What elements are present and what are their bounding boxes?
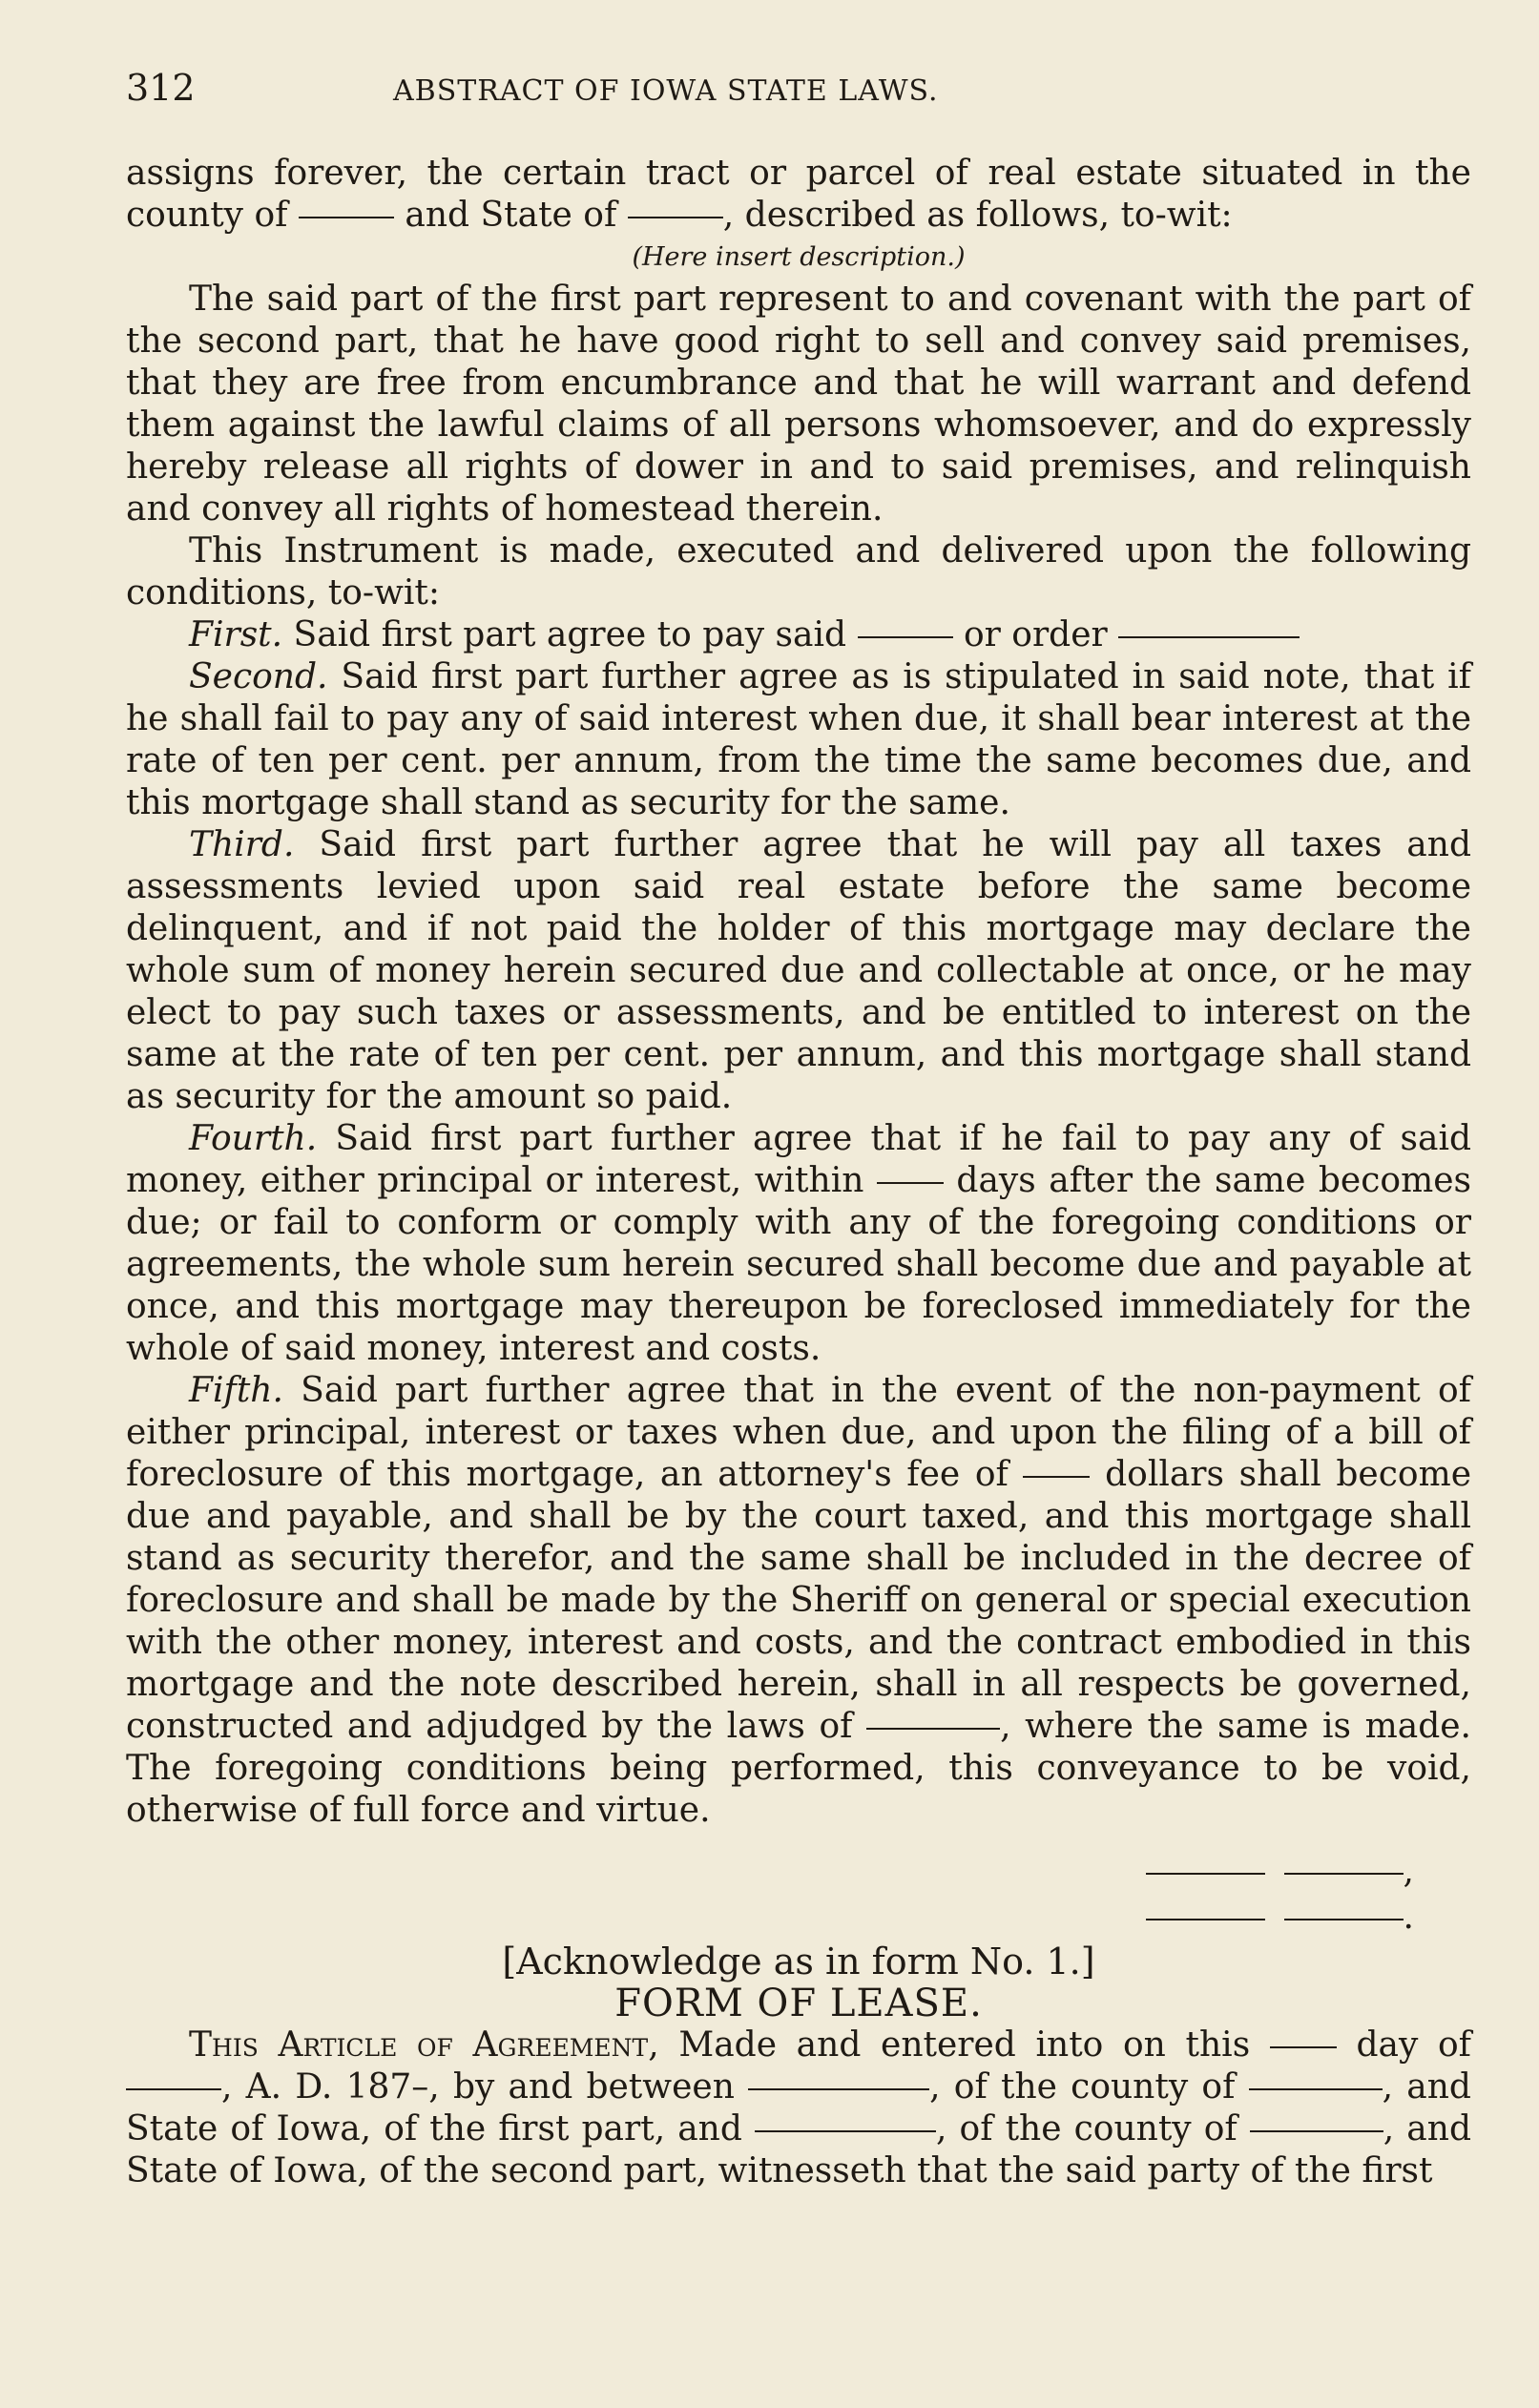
clause-fourth-label: Fourth. [189, 1119, 318, 1158]
blank-line [1270, 2046, 1337, 2048]
blank-line [748, 2088, 929, 2090]
blank-line [866, 1728, 1000, 1730]
description-caption: (Here insert description.) [632, 242, 966, 272]
blank-line [1118, 636, 1300, 638]
clause-second-label: Second. [189, 657, 328, 696]
page-header [126, 67, 1471, 114]
blank-line [858, 636, 953, 638]
clause-fifth-label: Fifth. [189, 1371, 283, 1410]
section-title: FORM OF LEASE. [614, 1982, 983, 2025]
blank-line [628, 217, 723, 218]
clause-third: Third. Said first part further agree that he will pay all taxes and assessments levied upon said real estate before the same become delinquent, and if not paid the holder of this mortgage may declare the whole sum of money herein secured due and collectable at once, or he may elect to pay such taxes or assessments, and be entitled to interest on the same at the rate of ten per cent. per annum, and this mortgage shall stand as security for the amount so paid. [126, 825, 1471, 1116]
clause-fourth: Fourth. Said first part further agree that if he fail to pay any of said money, either principal or interest, within days after the same becomes due; or fail to conform or comply with any of the foregoing conditions or agreements, the whole sum herein secured shall become due and payable at once, and this mortgage may thereupon be foreclosed immediately for the whole of said money, interest and costs. [126, 1119, 1471, 1368]
running-title: ABSTRACT OF IOWA STATE LAWS. [393, 74, 939, 108]
clause-fifth: Fifth. Said part further agree that in the event of the non-payment of either principal, interest or taxes when due, and upon the filing of a bill of foreclosure of this mortgage, an attorney's fee of dollars shall become due and payable, and shall be by the court taxed, and this mortgage shall stand as security therefor, and the same shall be included in the decree of foreclosure and shall be made by the Sheriff on general or special execution with the other money, interest and costs, and the contract embodied in this mortgage and the note described herein, shall in all respects be governed, constructed and adjudged by the laws of , where the same is made. The foregoing conditions being performed, this conveyance to be void, otherwise of full force and virtue. [126, 1371, 1472, 1830]
blank-line [299, 217, 394, 218]
clause-second: Second. Said first part further agree as is stipulated in said note, that if he shall fail to pay any of said interest when due, it shall bear interest at the rate of ten per cent. per annum, from the time the same becomes due, and this mortgage shall stand as security for the same. [126, 657, 1471, 822]
lease-opening-paragraph: This Article of Agreement, Made and entered into on this day of , A. D. 187–, by and between , of the county of , and State of Iowa, of the first part, and , of the county of , and State of Iowa, of the second part, witnesseth that the said party of the first [126, 2025, 1472, 2190]
clause-first: First. Said first part agree to pay said or order [126, 614, 1471, 656]
document-page [126, 67, 1471, 2192]
blank-line [1250, 2130, 1383, 2132]
signature-block [126, 1849, 1414, 1941]
page-number: 312 [126, 67, 196, 109]
lease-lead-in: This Article of Agreement, [189, 2025, 659, 2065]
blank-line [755, 2130, 936, 2132]
blank-line [877, 1182, 944, 1184]
signature-line: , [126, 1849, 1414, 1895]
clause-first-label: First. [189, 615, 283, 654]
paragraph-conditions: This Instrument is made, executed and delivered upon the following conditions, to-wit: [126, 531, 1471, 612]
blank-line [126, 2088, 221, 2090]
blank-line [1249, 2088, 1383, 2090]
paragraph-tract: assigns forever, the certain tract or parcel of real estate situated in the county of and State of , described as follows, to-wit: [126, 154, 1471, 235]
paragraph-covenant: The said part of the first part represent to and covenant with the part of the second part, that he have good right to sell and convey said premises, that they are free from encumbrance and that he will warrant and defend them against the lawful claims of all persons whomsoever, and do expressly hereby release all rights of dower in and to said premises, and relinquish and convey all rights of homestead therein. [126, 280, 1471, 529]
mortgage-form-text [126, 153, 1471, 2192]
blank-line [1023, 1476, 1090, 1478]
signature-line: . [126, 1895, 1414, 1941]
clause-third-label: Third. [189, 825, 295, 864]
acknowledge-note: [Acknowledge as in form No. 1.] [502, 1941, 1095, 1982]
